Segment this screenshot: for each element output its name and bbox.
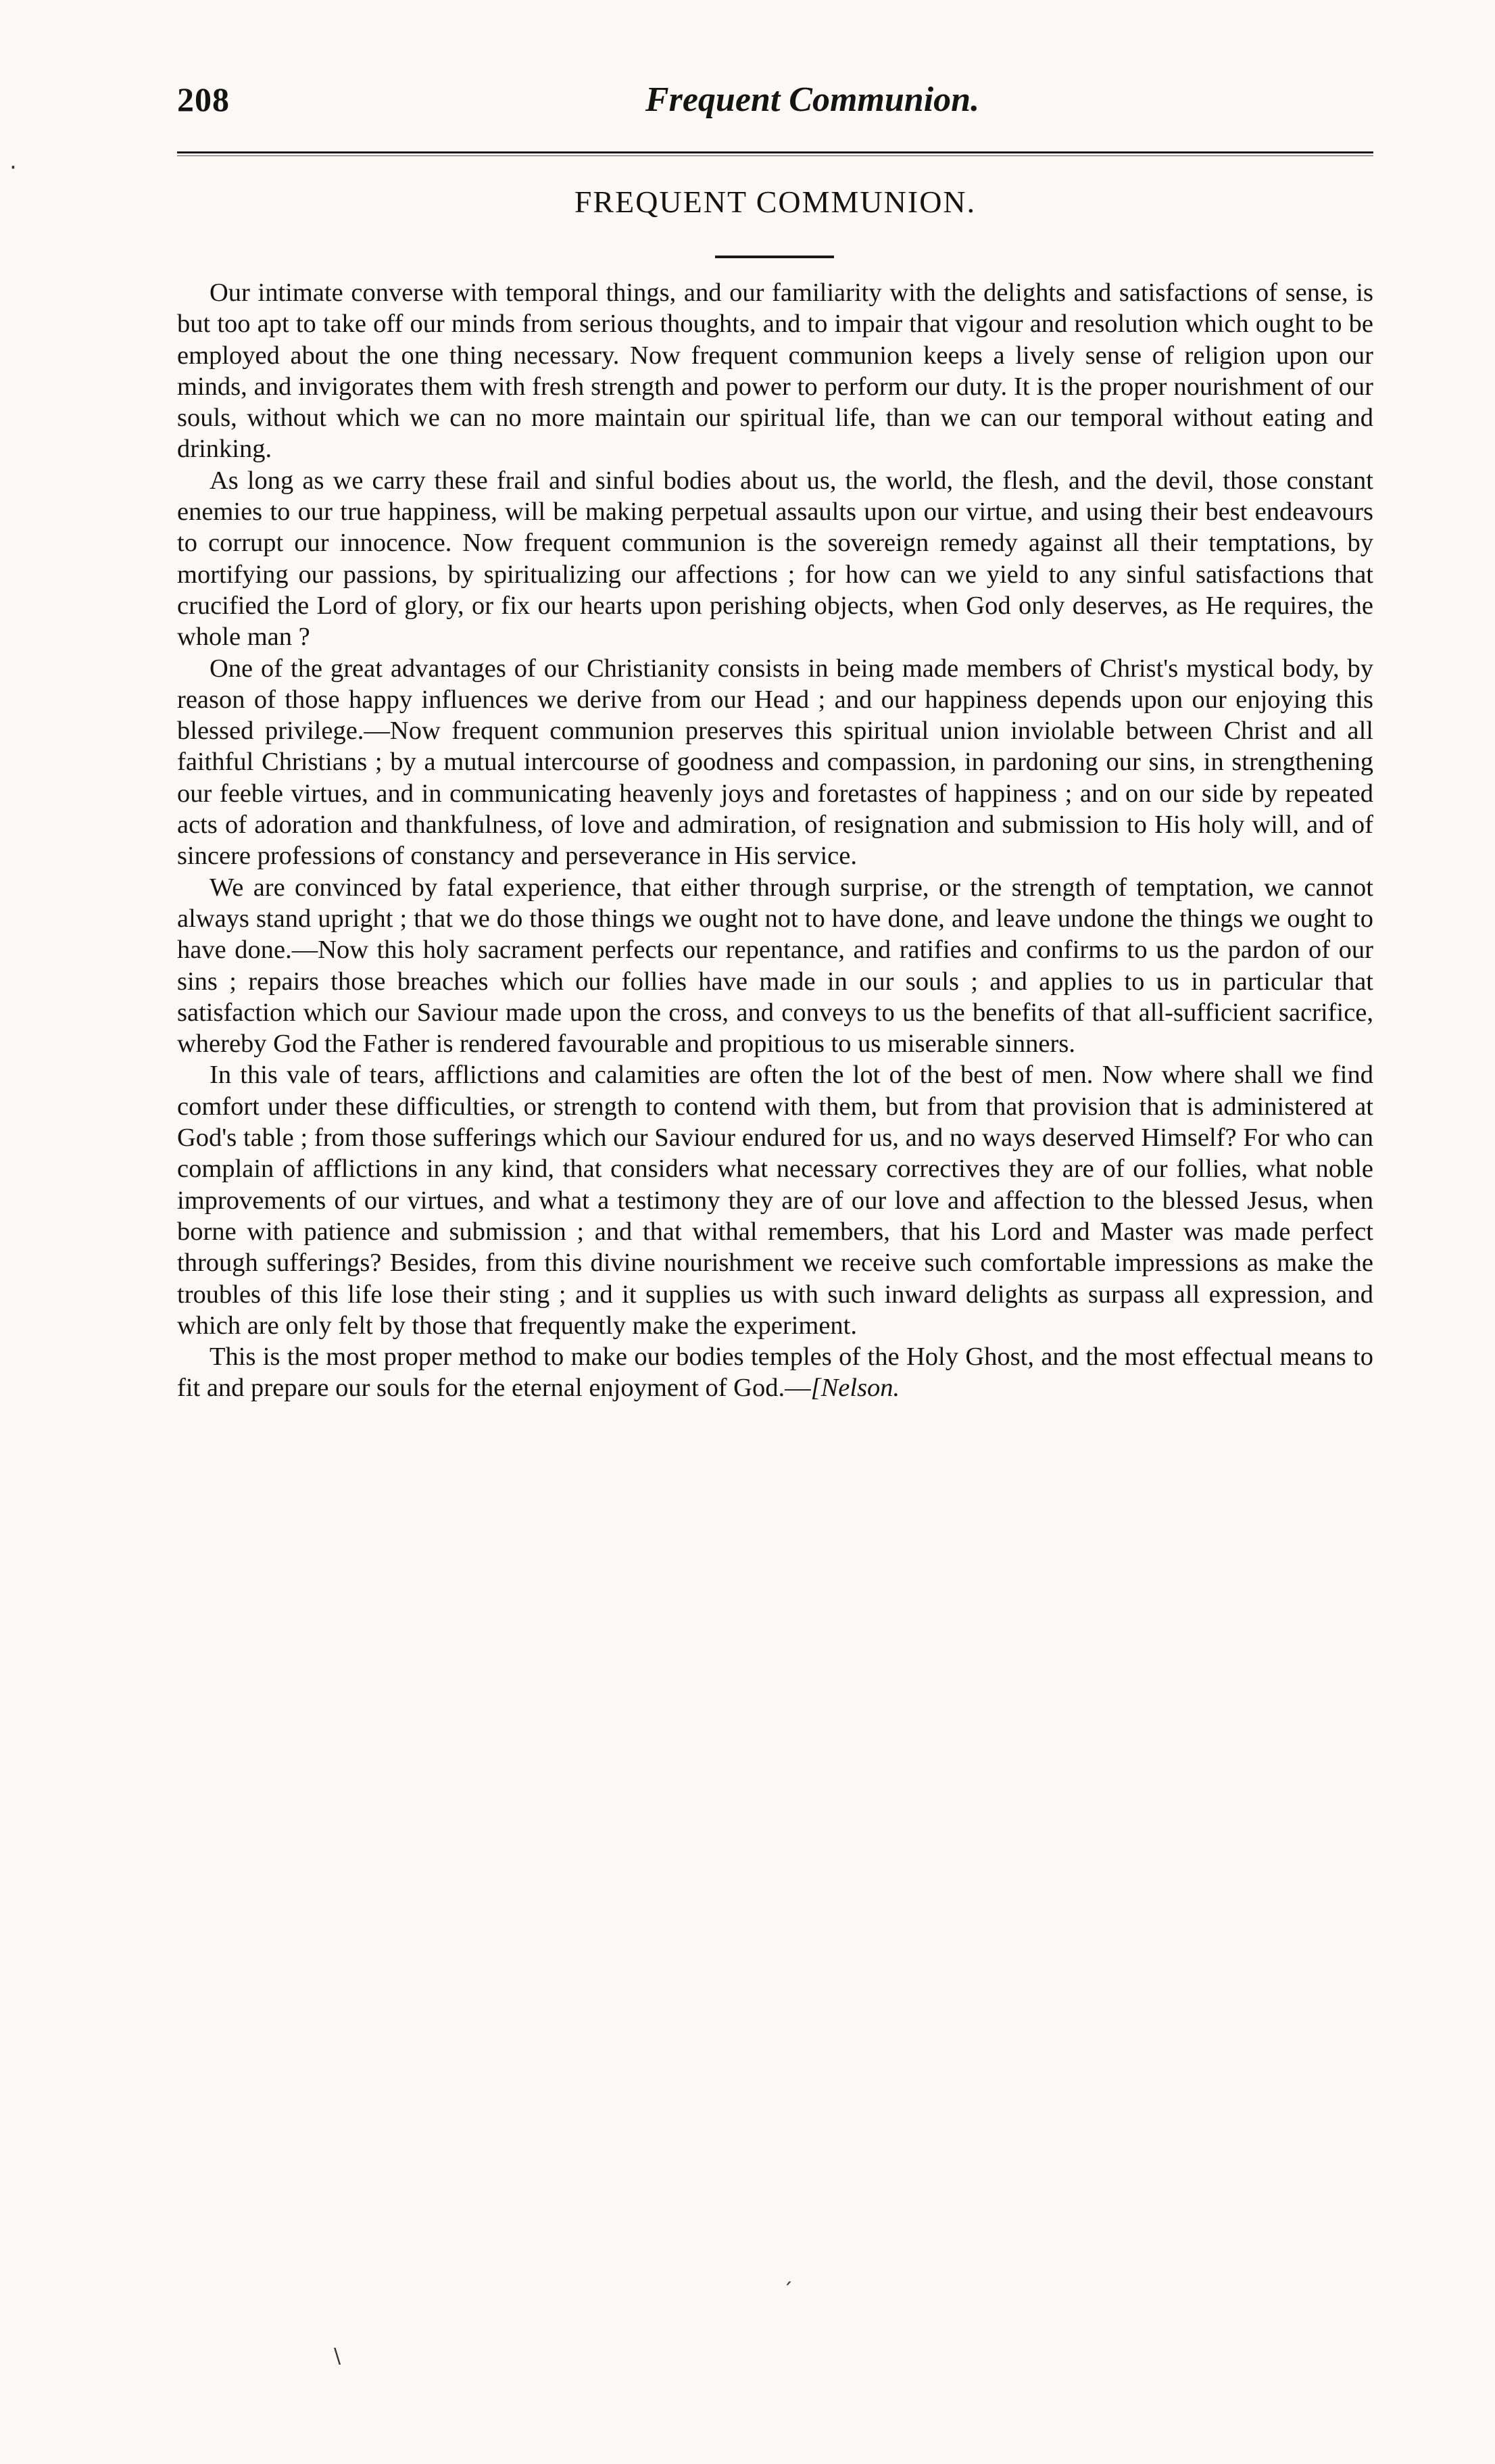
margin-speck: \ (334, 2344, 341, 2368)
header-rule (177, 151, 1373, 153)
title-rule (715, 256, 834, 258)
signature: [Nelson. (810, 1374, 900, 1403)
paragraph: In this vale of tears, afflictions and calamities are often the lot of the best of men. Now where shall we find comfort under these difficulties, or strength to contend with them, but from that provision that is administered at God's table ; from those sufferings which our Saviour endured for us, and no ways deserved Himself? For who can complain of afflictions in any kind, that considers what necessary correctives they are of our follies, what noble improvements of our virtues, and what a testimony they are of our love and affection to the blessed Jesus, when borne with patience and submission ; and that withal remembers, that his Lord and Master was made perfect through sufferings? Besides, from this divine nourishment we receive such comfortable impressions as make the troubles of this life lose their sting ; and it supplies us with such inward delights as surpass all expression, and which are only felt by those that frequently make the experiment. (177, 1061, 1373, 1340)
article-title: FREQUENT COMMUNION. (574, 185, 977, 219)
paragraph: Our intimate converse with temporal things, and our familiarity with the delights and satisfactions of sense, is but too apt to take off our minds from serious thoughts, and to impair that vigour and resolution which ought to be employed about the one thing necessary. Now frequent communion keeps a lively sense of religion upon our minds, and invigorates them with fresh strength and power to perform our duty. It is the proper nourishment of our souls, without which we can no more maintain our spiritual life, than we can our temporal without eating and drinking. (177, 279, 1373, 464)
paragraph-final-text: This is the most proper method to make our bodies temples of the Holy Ghost, and the most effectual means to fit and prepare our souls for the eternal enjoyment of God.— (177, 1343, 1373, 1403)
article-body (177, 277, 1373, 1404)
paragraph-final (177, 1341, 1373, 1404)
margin-speck: ´ (783, 2279, 793, 2303)
margin-speck: · (9, 154, 17, 181)
running-title: Frequent Communion. (645, 80, 980, 119)
page-number: 208 (177, 80, 230, 118)
running-head (177, 80, 1373, 134)
paragraph: One of the great advantages of our Christianity consists in being made members of Christ's mystical body, by reason of those happy influences we derive from our Head ; and our happiness depends upon our enjoying this blessed privilege.—Now frequent communion preserves this spiritual union inviolable between Christ and all faithful Christians ; by a mutual intercourse of goodness and compassion, in pardoning our sins, in strengthening our feeble virtues, and in communicating heavenly joys and foretastes of happiness ; and on our side by repeated acts of adoration and thankfulness, of love and admiration, of resignation and submission to His holy will, and of sincere professions of constancy and perseverance in His service. (177, 654, 1373, 871)
paragraph: We are convinced by fatal experience, that either through surprise, or the strength of temptation, we cannot always stand upright ; that we do those things we ought not to have done, and leave undone the things we ought to have done.—Now this holy sacrament perfects our repentance, and ratifies and confirms to us the pardon of our sins ; repairs those breaches which our follies have made in our souls ; and applies to us in particular that satisfaction which our Saviour made upon the cross, and conveys to us the benefits of that all-sufficient sacrifice, whereby God the Father is rendered favourable and propitious to us miserable sinners. (177, 873, 1373, 1059)
paragraph: As long as we carry these frail and sinful bodies about us, the world, the flesh, and the devil, those constant enemies to our true happiness, will be making perpetual assaults upon our virtue, and using their best endeavours to corrupt our innocence. Now frequent communion is the sovereign remedy against all their temptations, by mortifying our passions, by spiritualizing our affections ; for how can we yield to any sinful satisfactions that crucified the Lord of glory, or fix our hearts upon perishing objects, when God only deserves, as He requires, the whole man ? (177, 466, 1373, 652)
